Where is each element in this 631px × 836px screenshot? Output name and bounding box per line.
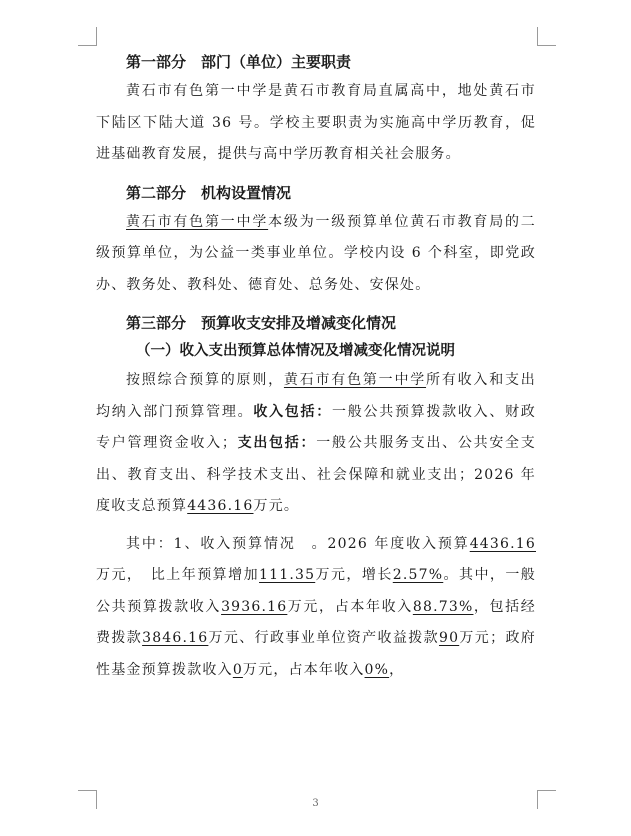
expense-label: 支出包括： [237, 435, 317, 451]
page-number: 3 [312, 798, 319, 809]
crop-mark-top-left [78, 27, 97, 46]
asset-income-value: 90 [438, 630, 460, 646]
income-budget-value: 4436.16 [469, 535, 536, 552]
section1-paragraph: 黄石市有色第一中学是黄石市教育局直属高中，地处黄石市下陆区下陆大道 36 号。学校主要职责为实施高中学历教育，促进基础教育发展，提供与高中学历教育相关社会服务。 [96, 83, 536, 162]
growth-rate-value: 2.57% [392, 567, 444, 583]
section2-heading: 第二部分 机构设置情况 [126, 183, 292, 202]
school-name: 黄石市有色第一中学 [126, 213, 269, 230]
general-budget-income-value: 3936.16 [221, 598, 288, 615]
increase-amount-value: 111.35 [259, 567, 316, 583]
funding-allocation-value: 3846.16 [142, 630, 209, 646]
gov-fund-share-value: 0% [364, 661, 390, 678]
section3-subheading: （一）收入支出预算总体情况及增减变化情况说明 [136, 342, 455, 359]
section1-heading: 第一部分 部门（单位）主要职责 [126, 53, 352, 71]
general-budget-share-value: 88.73% [412, 598, 474, 615]
income-label: 收入包括： [253, 403, 333, 420]
total-budget-value: 4436.16 [187, 498, 254, 514]
page-content [96, 50, 536, 686]
section2-paragraph [96, 207, 536, 302]
gov-fund-income-value: 0 [232, 661, 243, 678]
budget-overview-paragraph: 按照综合预算的原则，黄石市有色第一中学所有收入和支出均纳入部门预算管理。收入包括：一般公共预算拨款收入、财政专户管理资金收入；支出包括：一般公共服务支出、公共安全支出、教育支出、科学技术支出、社会保障和就业支出；2026 年度收支总预算4436.16万元。 [96, 372, 537, 514]
crop-mark-top-right [537, 27, 556, 46]
income-budget-paragraph: 其中：1、收入预算情况 。2026 年度收入预算4436.16万元， 比上年预算增加111.35万元，增长2.57%。其中，一般公共预算拨款收入3936.16万元，占本年收入88.73%，包括经费拨款3846.16万元、行政事业单位资产收益拨款90万元；政府性基金预算拨款收入0万元，占本年收入0%， [96, 535, 537, 678]
section3-heading: 第三部分 预算收支安排及增减变化情况 [126, 314, 397, 332]
section2-text: 本级为一级预算单位黄石市教育局的二级预算单位，为公益一类事业单位。学校内设 6 个科室，即党政办、教务处、教科处、德育处、总务处、安保处。 [96, 213, 536, 293]
school-name: 黄石市有色第一中学 [283, 372, 427, 388]
